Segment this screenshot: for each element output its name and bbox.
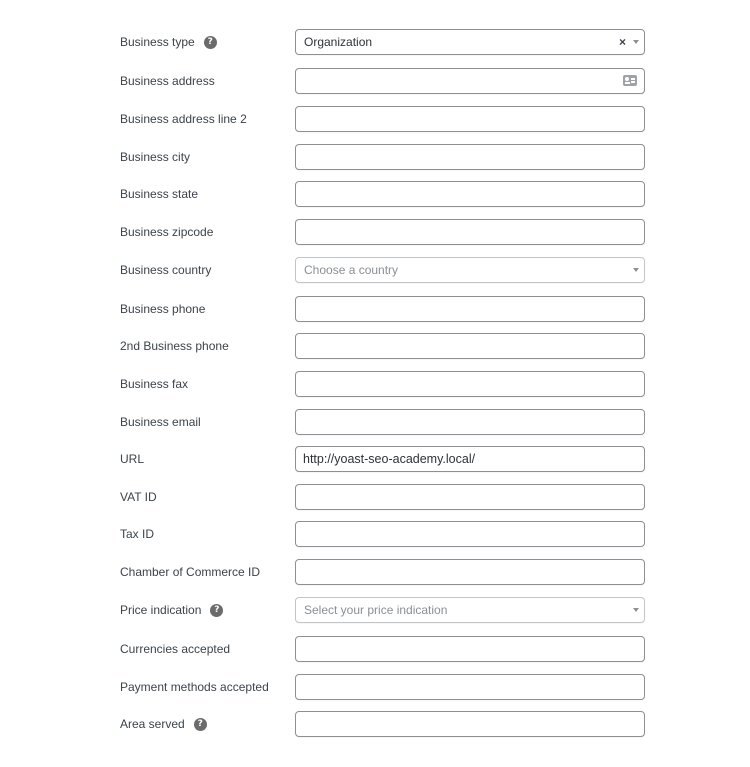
business-type-row xyxy=(0,29,750,55)
business-address-field[interactable] xyxy=(295,68,645,94)
url-input[interactable] xyxy=(303,448,633,470)
tax-id-field[interactable] xyxy=(295,521,645,547)
url-row xyxy=(0,446,750,472)
url-field[interactable] xyxy=(295,446,645,472)
coc-id-row xyxy=(0,559,750,585)
area-served-input[interactable] xyxy=(303,713,633,735)
payment-methods-input[interactable] xyxy=(303,676,633,698)
chevron-down-icon[interactable] xyxy=(633,40,639,44)
vat-id-field[interactable] xyxy=(295,484,645,510)
business-city-row xyxy=(0,144,750,170)
business-address-input[interactable] xyxy=(303,70,633,92)
business-fax-input[interactable] xyxy=(303,373,633,395)
business-phone-field[interactable] xyxy=(295,296,645,322)
address-card-icon[interactable] xyxy=(623,75,637,86)
price-indication-placeholder: Select your price indication xyxy=(304,603,448,617)
business-state-input[interactable] xyxy=(303,183,633,205)
business-zipcode-row xyxy=(0,219,750,245)
business-phone-2-input[interactable] xyxy=(303,335,633,357)
price-indication-select[interactable] xyxy=(295,597,645,623)
business-address-line2-input[interactable] xyxy=(303,108,633,130)
coc-id-field[interactable] xyxy=(295,559,645,585)
business-address-line2-row xyxy=(0,106,750,132)
business-address-line2-field[interactable] xyxy=(295,106,645,132)
business-zipcode-field[interactable] xyxy=(295,219,645,245)
business-country-label: Business country xyxy=(120,263,212,277)
business-email-input[interactable] xyxy=(303,411,633,433)
area-served-field[interactable] xyxy=(295,711,645,737)
business-phone-2-field[interactable] xyxy=(295,333,645,359)
price-indication-label: Price indication xyxy=(120,603,202,617)
coc-id-input[interactable] xyxy=(303,561,633,583)
business-state-row xyxy=(0,181,750,207)
business-zipcode-label: Business zipcode xyxy=(120,225,214,239)
business-country-placeholder: Choose a country xyxy=(304,263,399,277)
tax-id-input[interactable] xyxy=(303,523,633,545)
business-state-field[interactable] xyxy=(295,181,645,207)
payment-methods-row xyxy=(0,674,750,700)
payment-methods-label: Payment methods accepted xyxy=(120,680,269,694)
business-type-select[interactable] xyxy=(295,29,645,55)
currencies-accepted-label: Currencies accepted xyxy=(120,642,231,656)
area-served-label: Area served xyxy=(120,717,185,731)
business-address-row xyxy=(0,68,750,94)
currencies-accepted-row xyxy=(0,636,750,662)
business-phone-row xyxy=(0,296,750,322)
currencies-accepted-input[interactable] xyxy=(303,638,633,660)
question-circle-icon[interactable]: ? xyxy=(204,36,217,49)
currencies-accepted-field[interactable] xyxy=(295,636,645,662)
coc-id-label: Chamber of Commerce ID xyxy=(120,565,261,579)
business-zipcode-input[interactable] xyxy=(303,221,633,243)
business-phone-2-row xyxy=(0,333,750,359)
business-email-row xyxy=(0,409,750,435)
business-city-field[interactable] xyxy=(295,144,645,170)
price-indication-row xyxy=(0,597,750,623)
area-served-row xyxy=(0,711,750,737)
business-phone-2-label: 2nd Business phone xyxy=(120,339,229,353)
question-circle-icon[interactable]: ? xyxy=(210,604,223,617)
chevron-down-icon[interactable] xyxy=(633,608,639,612)
business-email-field[interactable] xyxy=(295,409,645,435)
question-circle-icon[interactable]: ? xyxy=(194,718,207,731)
business-phone-input[interactable] xyxy=(303,298,633,320)
business-fax-field[interactable] xyxy=(295,371,645,397)
business-type-label: Business type xyxy=(120,35,195,49)
tax-id-label: Tax ID xyxy=(120,527,155,541)
vat-id-row xyxy=(0,484,750,510)
business-phone-label: Business phone xyxy=(120,302,206,316)
business-address-label: Business address xyxy=(120,74,215,88)
business-country-row xyxy=(0,257,750,283)
business-city-input[interactable] xyxy=(303,146,633,168)
business-city-label: Business city xyxy=(120,150,191,164)
business-address-line2-label: Business address line 2 xyxy=(120,112,247,126)
payment-methods-field[interactable] xyxy=(295,674,645,700)
tax-id-row xyxy=(0,521,750,547)
business-email-label: Business email xyxy=(120,415,201,429)
url-label: URL xyxy=(120,452,145,466)
chevron-down-icon[interactable] xyxy=(633,268,639,272)
business-state-label: Business state xyxy=(120,187,199,201)
vat-id-input[interactable] xyxy=(303,486,633,508)
clear-selection-icon[interactable]: × xyxy=(618,35,626,49)
business-fax-row xyxy=(0,371,750,397)
business-type-value: Organization xyxy=(304,35,373,49)
vat-id-label: VAT ID xyxy=(120,490,157,504)
business-fax-label: Business fax xyxy=(120,377,189,391)
business-country-select[interactable] xyxy=(295,257,645,283)
